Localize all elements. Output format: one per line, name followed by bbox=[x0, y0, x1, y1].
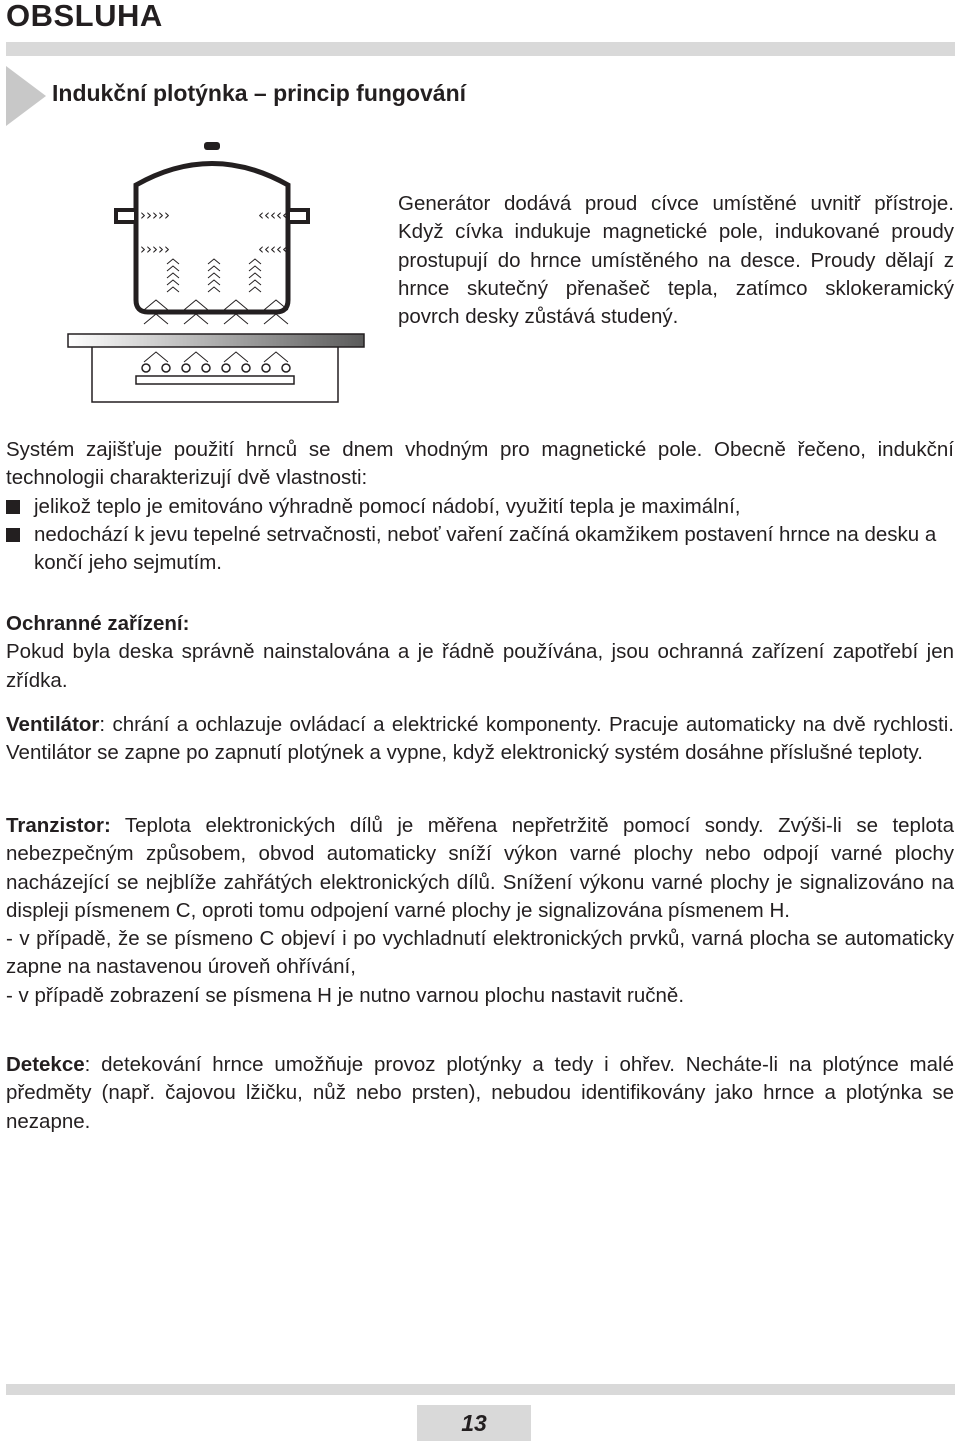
fan-text: : chrání a ochlazuje ovládací a elektrické komponenty. Pracuje automaticky na dvě rychlosti. Ventilátor se zapne po zapnutí plotýnek a vypne, když elektronický systém dosáhne příslušné teploty. bbox=[6, 713, 954, 765]
list-item bbox=[6, 493, 954, 521]
section-arrow-icon bbox=[6, 66, 46, 126]
detection-section bbox=[6, 1051, 954, 1136]
header-rule bbox=[6, 42, 955, 56]
coil-field-lines bbox=[144, 352, 288, 362]
fan-paragraph bbox=[6, 711, 954, 768]
pot-handle-left bbox=[116, 210, 136, 222]
coil-base bbox=[136, 376, 294, 384]
appliance-housing bbox=[92, 347, 338, 402]
transistor-term: Tranzistor: bbox=[6, 814, 111, 837]
pot-body bbox=[136, 164, 288, 313]
bullet-square-icon bbox=[6, 500, 20, 514]
transistor-note-h: - v případě zobrazení se písmena H je nutno varnou plochu nastavit ručně. bbox=[6, 983, 685, 1007]
footer-rule bbox=[6, 1384, 955, 1395]
induction-coil bbox=[142, 364, 290, 372]
pot-handle-right bbox=[288, 210, 308, 222]
induction-arrows-left-2: ‹‹‹‹‹ bbox=[258, 240, 288, 258]
transistor-note-c: - v případě, že se písmeno C objeví i po vychladnutí elektronických prvků, varná plocha se automaticky zapne na nastavenou úroveň ohřívání, bbox=[6, 927, 954, 979]
transistor-text: Teplota elektronických dílů je měřena nepřetržitě pomocí sondy. Zvýši-li se teplota nebezpečným způsobem, obvod automaticky sníží výkon varné plochy nebo odpojí varné plochy nacházející se nejblíže zahřátých elektronických dílů. Snížení výkonu varné plochy je signalizováno na displeji písmenem C, oproti tomu odpojení varné plochy je signalizována písmenem H. bbox=[6, 814, 954, 922]
list-item bbox=[6, 521, 954, 578]
detection-text: : detekování hrnce umožňuje provoz plotýnky a tedy i ohřev. Necháte-li na plotýnce malé předměty (např. čajovou lžičku, nůž nebo prsten), nebudou identifikovány jako hrnce a plotýnka se nezapne. bbox=[6, 1053, 954, 1133]
protection-paragraph: Pokud byla deska správně nainstalována a je řádně používána, jsou ochranná zařízení zapotřebí jen zřídka. bbox=[6, 640, 954, 692]
protection-heading: Ochranné zařízení: bbox=[6, 612, 190, 635]
page-title: OBSLUHA bbox=[6, 0, 163, 33]
glass-ceramic-plate bbox=[68, 334, 364, 347]
induction-diagram bbox=[66, 140, 366, 410]
detection-term: Detekce bbox=[6, 1053, 85, 1076]
section-title: Indukční plotýnka – princip fungování bbox=[52, 80, 467, 106]
system-paragraph: Systém zajišťuje použití hrnců se dnem vhodným pro magnetické pole. Obecně řečeno, indukční technologii charakterizují dvě vlastnosti: bbox=[6, 438, 954, 490]
transistor-paragraph bbox=[6, 812, 954, 925]
bullet-square-icon bbox=[6, 528, 20, 542]
pot-lid-knob bbox=[204, 142, 220, 150]
fan-term: Ventilátor bbox=[6, 713, 100, 736]
intro-paragraph: Generátor dodává proud cívce umístěné uvnitř přístroje. Když cívka indukuje magnetické pole, indukované proudy prostupují do hrnce umístěného na desce. Proudy dělají z hrnce skutečný přenašeč tepla, zatímco sklokeramický povrch desky zůstává studený. bbox=[398, 192, 954, 329]
transistor-section bbox=[6, 812, 954, 1010]
system-section bbox=[6, 436, 954, 577]
fan-section bbox=[6, 711, 954, 768]
bullet-text: nedochází k jevu tepelné setrvačnosti, neboť vaření začíná okamžikem postavení hrnce na desku a končí jeho sejmutím. bbox=[34, 522, 937, 575]
induction-arrows-right-1: ››››› bbox=[140, 206, 170, 224]
induction-arrows-right-2: ››››› bbox=[140, 240, 170, 258]
induction-arrows-left-1: ‹‹‹‹‹ bbox=[258, 206, 288, 224]
detection-paragraph bbox=[6, 1051, 954, 1136]
page-number: 13 bbox=[417, 1405, 531, 1441]
bullet-text: jelikož teplo je emitováno výhradně pomocí nádobí, využití tepla je maximální, bbox=[34, 494, 741, 518]
protection-section bbox=[6, 610, 954, 695]
